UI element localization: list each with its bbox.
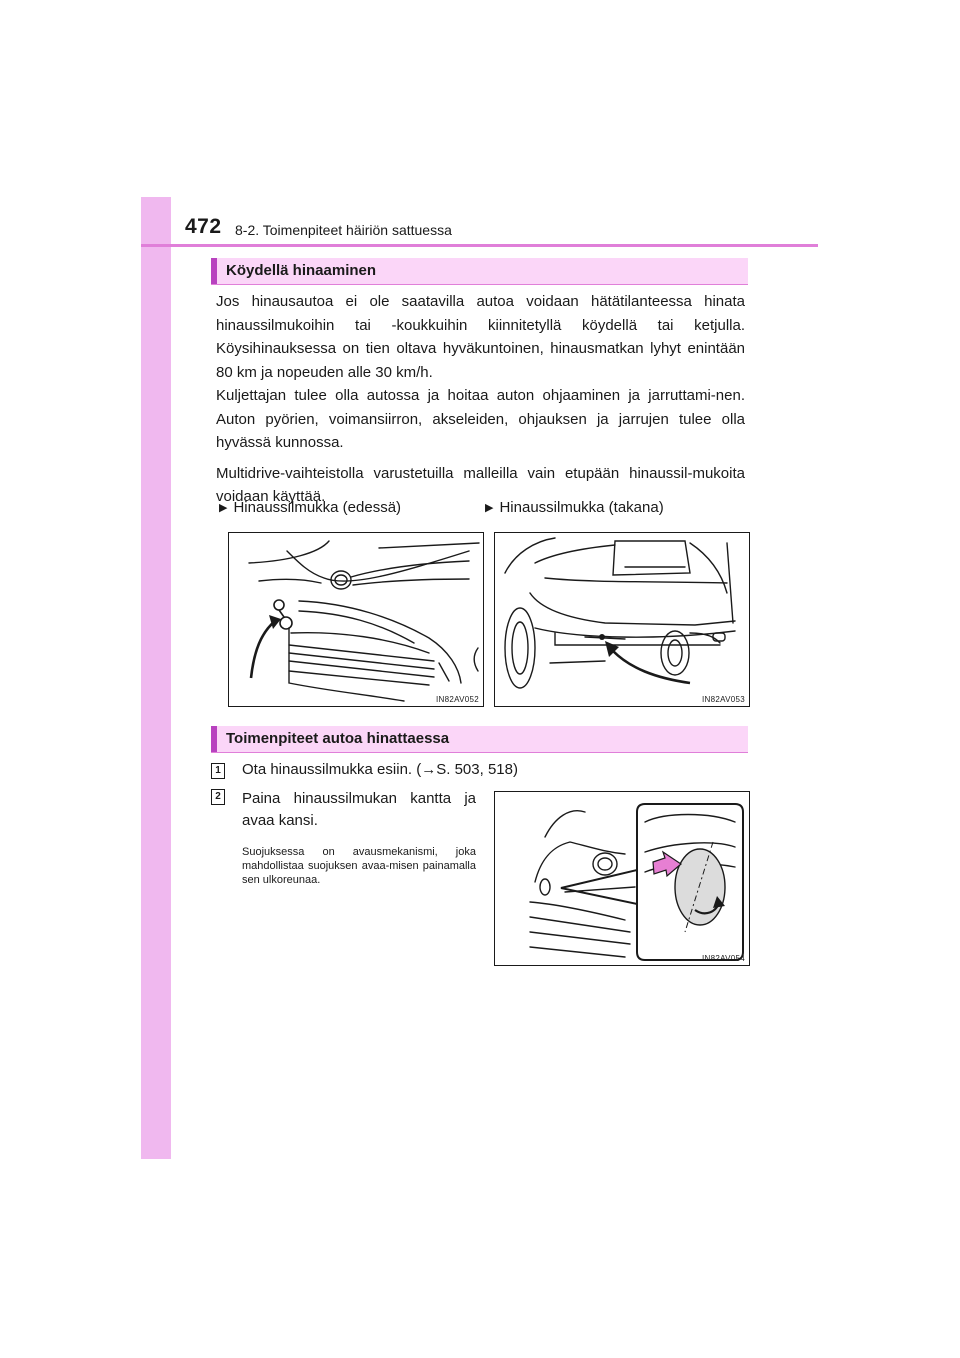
- figure-front-tow-eyelet: [228, 532, 484, 707]
- paragraph: Multidrive-vaihteistolla varustetuilla malleilla vain etupään hinaussil-mukoita voidaan käyttää.: [216, 464, 745, 505]
- section-accent-bar: [211, 258, 217, 284]
- section-header-koydella-hinaaminen: [211, 258, 748, 285]
- triangle-bullet-icon: ▶: [219, 502, 228, 514]
- header-rule: [141, 244, 818, 247]
- step-number-badge: 2: [211, 789, 225, 805]
- paragraph: Jos hinausautoa ei ole saatavilla autoa voidaan hätätilanteessa hinata hinaussilmukoihin tai -koukkuihin kiinnitetyllä köydellä tai ketjulla. Köysihinauksessa on tien oltava hyväkuntoinen, hinausmatkan lyhyt enintään 80 km ja nopeuden alle 30 km/h.: [216, 293, 745, 381]
- step-number-badge: 1: [211, 763, 225, 779]
- section1-body: [216, 290, 745, 509]
- page-number: 472: [185, 215, 222, 238]
- caption-rear: [485, 499, 664, 516]
- caption-text: Hinaussilmukka (edessä): [233, 499, 402, 516]
- paragraph: Kuljettajan tulee olla autossa ja hoitaa auton ohjaaminen ja jarruttami-nen. Auton pyörien, voimansiirron, akseleiden, ohjauksen ja jarrujen tulee olla hyvässä kunnossa.: [216, 387, 745, 451]
- figure-rear-tow-eyelet: [494, 532, 750, 707]
- figure-code: IN82AV052: [435, 695, 479, 704]
- figure-code: IN82AV053: [701, 695, 745, 704]
- step2-text: Paina hinaussilmukan kantta ja avaa kansi.: [242, 790, 476, 829]
- section-title: Köydellä hinaaminen: [226, 262, 377, 279]
- triangle-bullet-icon: ▶: [485, 502, 494, 514]
- section-accent-bar: [211, 726, 217, 752]
- section-title: Toimenpiteet autoa hinattaessa: [226, 730, 450, 747]
- rear-bumper-illustration: [495, 533, 750, 707]
- sidebar-strip: [141, 197, 171, 1159]
- step2-note: Suojuksessa on avausmekanismi, joka mahdollistaa suojuksen avaa-misen painamalla sen ulkoreunaa.: [242, 846, 476, 886]
- caption-text: Hinaussilmukka (takana): [499, 499, 664, 516]
- chapter-title: 8-2. Toimenpiteet häiriön sattuessa: [235, 222, 452, 238]
- figure-tow-eyelet-cover: [494, 791, 750, 966]
- step1-text: Ota hinaussilmukka esiin. (→S. 503, 518): [242, 761, 518, 778]
- cover-illustration: [495, 792, 750, 966]
- caption-front: [219, 499, 401, 516]
- front-bumper-illustration: [229, 533, 484, 707]
- section-header-toimenpiteet: [211, 726, 748, 753]
- figure-code: IN82AV054: [701, 954, 745, 963]
